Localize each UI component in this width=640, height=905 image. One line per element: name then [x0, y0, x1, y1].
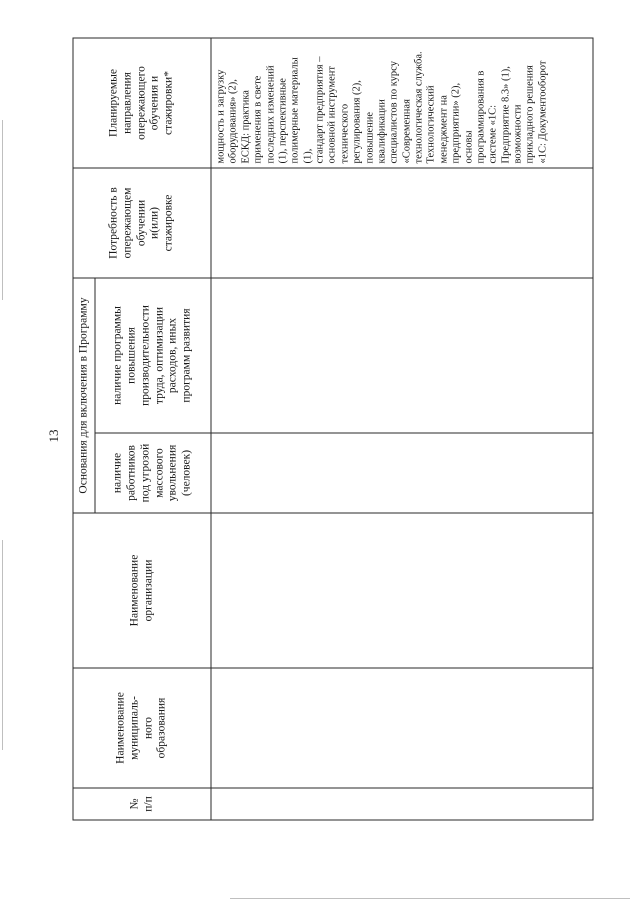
text-line: организации — [141, 559, 154, 622]
cell-need — [211, 168, 593, 278]
text-line: программирования в — [474, 70, 486, 164]
cell-planned — [211, 38, 593, 168]
cell-organization — [211, 513, 593, 668]
header-planned — [73, 38, 211, 168]
text-line: «Современная — [400, 99, 412, 164]
text-line: № — [127, 798, 140, 810]
text-line: оборудования» (2), — [227, 79, 239, 164]
cell-no — [211, 788, 593, 820]
header-need — [73, 168, 211, 278]
header-programs — [95, 278, 211, 433]
text-line: менеджмент на — [437, 95, 449, 164]
text-line: возможности — [512, 104, 524, 164]
table-container — [72, 38, 593, 820]
text-line: специалистов по курсу — [388, 61, 400, 164]
cell-programs — [211, 278, 593, 433]
text-line: регулирования (2), — [351, 80, 363, 164]
text-line: труда, оптимизации — [152, 306, 165, 405]
cell-layoff — [211, 433, 593, 513]
text-line: прикладного решения — [524, 65, 536, 164]
text-line: стажировке — [162, 194, 175, 252]
text-line: расходов, иных — [166, 317, 179, 394]
text-line: массового — [152, 448, 165, 498]
text-line: стандарт предприятия – — [314, 56, 326, 164]
text-line: направления — [120, 72, 133, 134]
text-line: Планируемые — [107, 69, 120, 137]
text-line: предприятии» (2), — [450, 82, 462, 164]
header-no — [73, 788, 211, 820]
text-line: программ развития — [180, 308, 193, 403]
text-line: технологическая служба. — [413, 51, 425, 164]
text-line: квалификации — [375, 99, 387, 164]
text-line: повышение — [363, 111, 375, 164]
text-line: под угрозой — [138, 443, 151, 503]
text-line: «1С: Документооборот — [536, 60, 548, 164]
text-line: (человек) — [180, 449, 193, 497]
text-line: мощность и загрузку — [215, 69, 227, 164]
text-line: основы — [462, 130, 474, 164]
page-number: 13 — [46, 429, 61, 443]
cell-municipality — [211, 668, 593, 788]
text-line: стажировки* — [162, 71, 175, 135]
text-line: применения в свете — [252, 75, 264, 164]
scan-edge-mark — [230, 898, 630, 899]
text-line: Наименование — [127, 554, 140, 627]
program-table — [72, 38, 593, 821]
header-group-basis: Основания для включения в Программу — [73, 278, 95, 513]
text-line: наличие — [111, 452, 124, 494]
text-line: п/п — [141, 796, 154, 812]
header-municipality — [73, 668, 211, 788]
text-line: технического — [338, 103, 350, 164]
text-line: увольнения — [166, 444, 179, 502]
text-line: основной инструмент — [326, 66, 338, 164]
table-row — [211, 38, 593, 820]
text-line: обучении — [134, 199, 147, 247]
text-line: опережающем — [120, 187, 133, 259]
text-line: Наименование — [113, 692, 126, 764]
text-line: Предприятие 8.3» (1), — [499, 66, 511, 164]
text-line: и(или) — [148, 207, 161, 239]
text-line: последних изменений — [264, 65, 276, 164]
header-organization — [73, 513, 211, 668]
text-line: обучения и — [148, 75, 161, 131]
text-line: полимерные материалы — [289, 57, 301, 164]
text-line: производительности — [138, 305, 151, 406]
text-line: ЕСКД: практика — [239, 90, 251, 164]
text-line: (1), перспективные — [276, 78, 288, 164]
text-line: повышения — [125, 327, 138, 384]
scan-edge-mark — [2, 540, 3, 750]
text-line: Потребность в — [107, 187, 120, 259]
text-line: работников — [125, 445, 138, 501]
text-line: ного — [141, 716, 154, 740]
text-line: муниципаль- — [127, 696, 140, 760]
header-layoff — [95, 433, 211, 513]
text-line: наличие программы — [111, 306, 124, 405]
text-line: образования — [155, 697, 168, 759]
text-line: (1), — [301, 148, 313, 164]
text-line: опережающего — [134, 66, 147, 140]
text-line: Технологический — [425, 85, 437, 164]
text-line: системе «1С: — [487, 104, 499, 164]
scan-edge-mark — [2, 120, 3, 300]
